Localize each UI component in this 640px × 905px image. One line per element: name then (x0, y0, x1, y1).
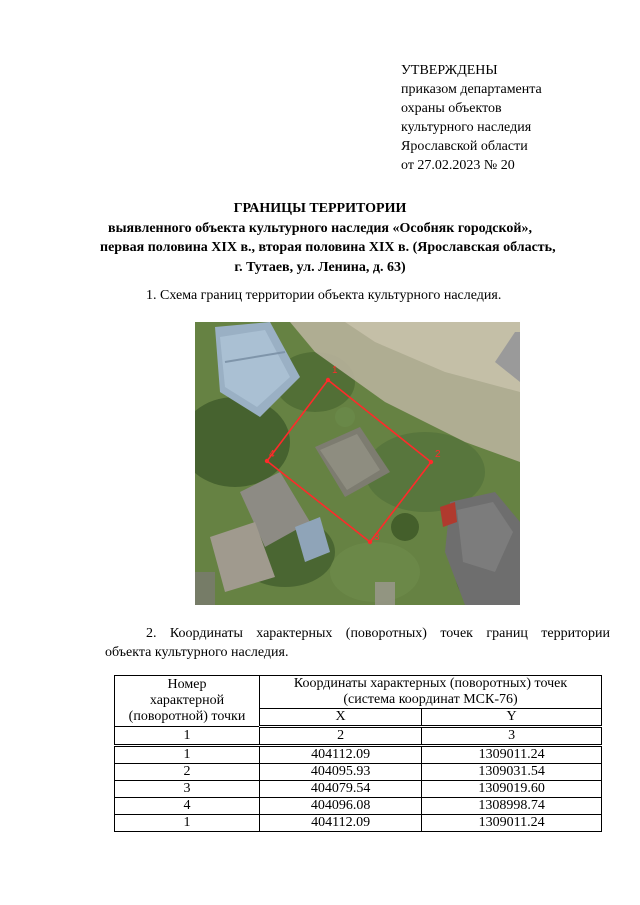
point-number: 1 (115, 746, 260, 764)
coord-x: 404112.09 (260, 815, 422, 832)
title-line: выявленного объекта культурного наследия «Особняк городской», (108, 220, 532, 236)
title-line: ГРАНИЦЫ ТЕРРИТОРИИ (233, 201, 407, 216)
column-index-row (115, 727, 602, 746)
coord-x: 404096.08 (260, 798, 422, 815)
coord-x: 404095.93 (260, 764, 422, 781)
boundary-point-label: 3 (374, 532, 380, 543)
header-x: X (260, 709, 422, 727)
section-1-heading: 1. Схема границ территории объекта культурного наследия. (146, 288, 502, 303)
table-row (115, 764, 602, 781)
approval-line: УТВЕРЖДЕНЫ (401, 63, 498, 78)
section-2-line: 2. Координаты характерных (поворотных) точек границ территории (146, 626, 610, 641)
boundary-point-2 (429, 460, 433, 464)
coord-y: 1309031.54 (422, 764, 602, 781)
point-number: 4 (115, 798, 260, 815)
boundary-point-3 (368, 540, 372, 544)
table-row (115, 781, 602, 798)
point-number: 3 (115, 781, 260, 798)
approval-line: охраны объектов (401, 101, 502, 116)
approval-block (401, 61, 621, 175)
section-2-line: объекта культурного наследия. (105, 645, 289, 660)
boundary-scheme-map (195, 322, 520, 605)
approval-line: приказом департамента (401, 82, 542, 97)
approval-line: культурного наследия (401, 120, 532, 135)
table-row (115, 815, 602, 832)
table-row (115, 746, 602, 764)
boundary-point-label: 1 (332, 365, 338, 376)
approval-line: Ярославской области (401, 139, 528, 154)
header-coordinates: Координаты характерных (поворотных) точек (система координат МСК-76) (260, 676, 602, 709)
table-row (115, 798, 602, 815)
header-point-number: Номер характерной (поворотной) точки (115, 676, 260, 727)
column-index: 2 (260, 727, 422, 746)
coord-y: 1309011.24 (422, 815, 602, 832)
coord-x: 404112.09 (260, 746, 422, 764)
title-line: г. Тутаев, ул. Ленина, д. 63) (234, 259, 406, 275)
approval-line: от 27.02.2023 № 20 (401, 158, 515, 173)
title-line: первая половина XIX в., вторая половина XIX в. (Ярославская область, (100, 240, 556, 255)
column-index: 1 (115, 727, 260, 746)
coord-x: 404079.54 (260, 781, 422, 798)
table-header-row (115, 676, 602, 709)
boundary-point-label: 4 (269, 449, 275, 460)
boundary-point-1 (326, 378, 330, 382)
point-number: 2 (115, 764, 260, 781)
boundary-point-label: 2 (435, 449, 441, 460)
document-title (100, 199, 556, 277)
header-y: Y (422, 709, 602, 727)
column-index: 3 (422, 727, 602, 746)
coord-y: 1309011.24 (422, 746, 602, 764)
point-number: 1 (115, 815, 260, 832)
section-2-heading (105, 624, 610, 662)
coordinates-table (114, 675, 602, 832)
coord-y: 1309019.60 (422, 781, 602, 798)
coord-y: 1308998.74 (422, 798, 602, 815)
